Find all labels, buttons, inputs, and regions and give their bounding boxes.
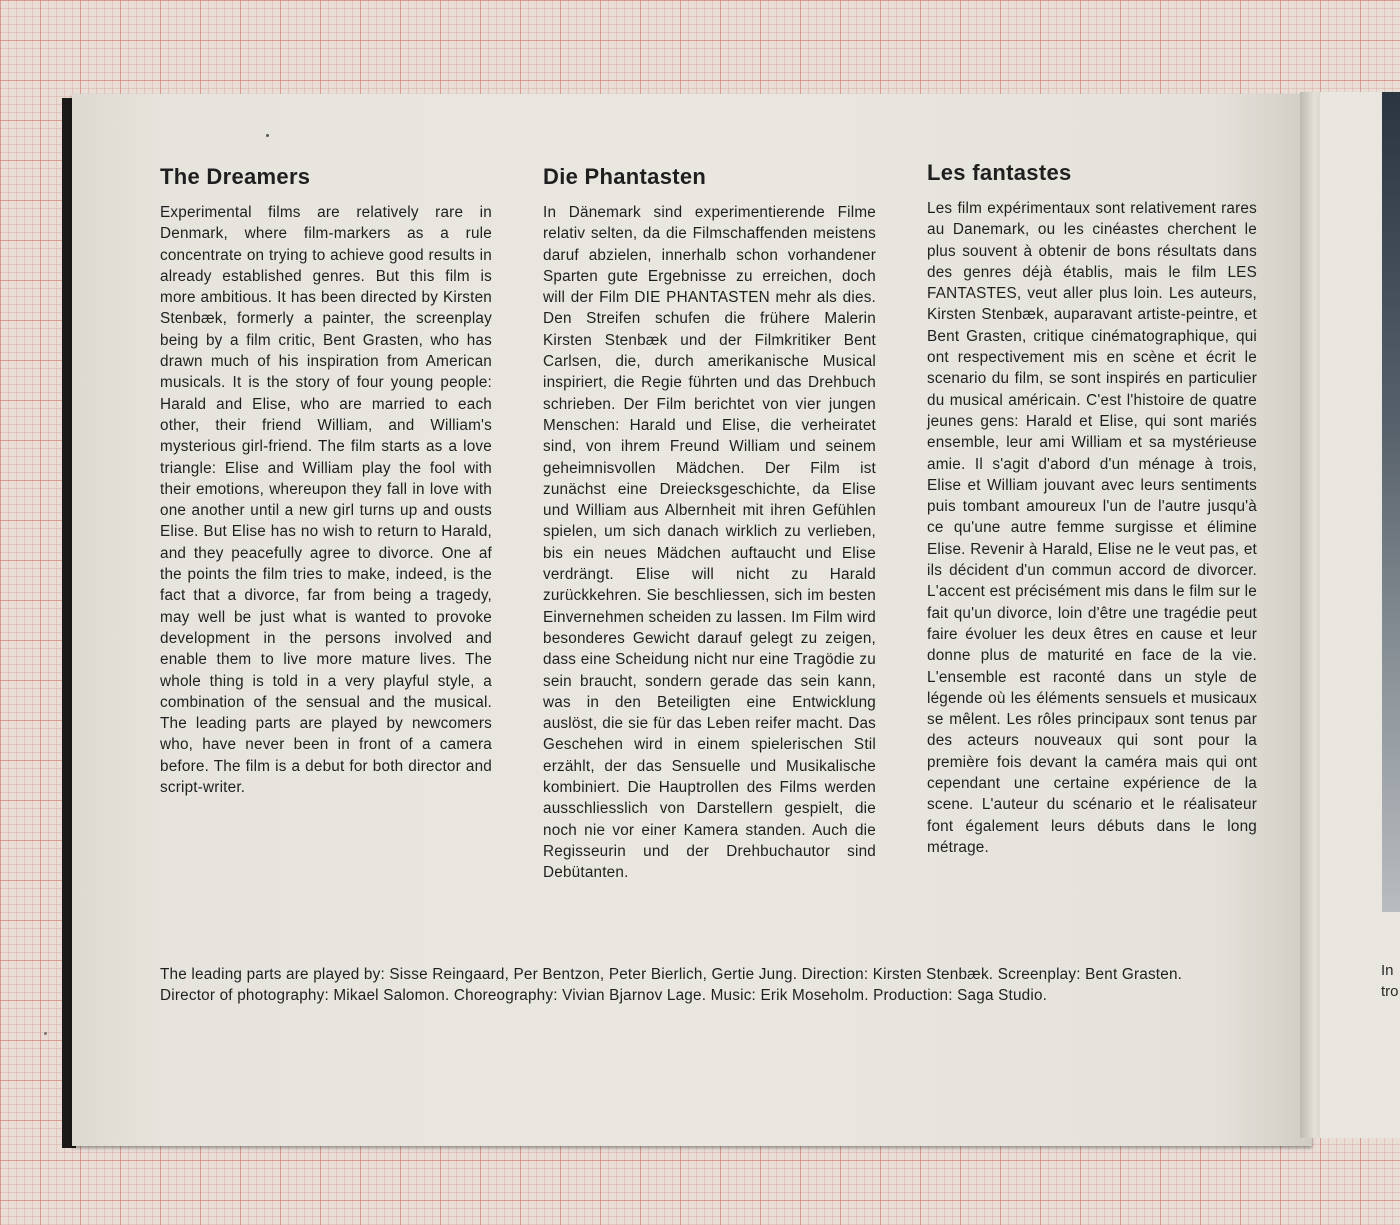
column-title-german: Die Phantasten xyxy=(543,164,707,189)
column-german xyxy=(543,164,876,884)
paper-speck xyxy=(266,134,269,137)
column-body-english: Experimental films are relatively rare in Denmark, where film-markers as a rule concentrate on trying to achieve good results in already established genres. But this film is more ambitious. It has been directed by Kirsten Stenbæk, formerly a painter, the screenplay being by a film critic, Bent Grasten, who has drawn much of his inspiration from American musicals. It is the story of four young people: Harald and Elise, who are married to each other, their friend William, and William's mysterious girl-friend. The film starts as a love triangle: Elise and William play the fool with their emotions, whereupon they fall in love with one another until a new girl turns up and ousts Elise. But Elise has no wish to return to Harald, and they peacefully agree to divorce. One af the points the film tries to make, indeed, is the fact that a divorce, far from being a tragedy, may well be just what is wanted to provoke development in the persons involved and enable them to live more mature lives. The whole thing is told in a very playful style, a combination of the sensual and the musical. The leading parts are played by newcomers who, have never been in front of a camera before. The film is a debut for both director and script-writer. xyxy=(160,204,492,797)
column-french xyxy=(927,160,1257,858)
credits-paragraph: The leading parts are played by: Sisse Reingaard, Per Bentzon, Peter Bierlich, Gertie Jung. Direction: Kirsten Stenbæk. Screenplay: Bent Grasten. Director of photography: Mikael Salomon. Choreography: Vivian Bjarnov Lage. Music: Erik Moseholm. Production: Saga Studio. xyxy=(160,966,1183,1004)
next-page-line-1: In xyxy=(1381,962,1394,979)
column-body-german: In Dänemark sind experimentierende Filme relativ selten, da die Filmschaffenden meistens daruf abzielen, innerhalb schon vorhandener Sparten gute Ergebnisse zu erreichen, doch will der Film DIE PHANTASTEN mehr als dies. Den Streifen schufen die frühere Malerin Kirsten Stenbæk und der Filmkritiker Bent Carlsen, die, durch amerikanische Musical inspiriert, die Regie führten und das Drehbuch schrieben. Der Film berichtet von vier jungen Menschen: Harald und Elise, die verheiratet sind, von ihrem Freund William und seinem geheimnisvollen Mädchen. Der Film ist zunächst eine Dreiecksgeschichte, da Elise und William aus Albernheit mit ihren Gefühlen spielen, um sich danach wirklich zu verlieben, bis ein neues Mädchen auftaucht und Elise verdrängt. Elise will nicht zu Harald zurückkehren. Sie beschliessen, sich im besten Einvernehmen scheiden zu lassen. Im Film wird besonderes Gewicht darauf gelegt zu zeigen, dass eine Scheidung nicht nur eine Tragödie zu sein braucht, sondern gerade das sein kann, was in den Beteiligten eine Entwicklung auslöst, die sie für das Leben reifer macht. Das Geschehen wird in einem spielerischen Stil erzählt, der das Sensuelle und Musikalische kombiniert. Die Hauptrollen des Films werden ausschliesslich von Darstellern gespielt, die noch nie vor einer Kamera standen. Auch die Regisseurin und der Drehbuchautor sind Debütanten. xyxy=(543,204,876,882)
column-title-english: The Dreamers xyxy=(160,164,311,189)
column-body-french: Les film expérimentaux sont relativement rares au Danemark, ou les cinéastes cherchent le plus souvent à obtenir de bons résultats dans des genres déjà établis, mais le film LES FANTASTES, veut aller plus loin. Les auteurs, Kirsten Stenbæk, auparavant artiste-peintre, et Bent Grasten, critique cinématographique, qui ont respectivement mis en scène et écrit le scenario du film, se sont inspirés en particulier du musical américain. C'est l'histoire de quatre jeunes gens: Harald et Elise, qui sont mariés ensemble, leur ami William et sa mystérieuse amie. Il s'agit d'abord d'un ménage à trois, Elise et William jouvant avec leurs sentiments puis tombant amoureux l'un de l'autre jusqu'à ce qu'une autre femme surgisse et élimine Elise. Revenir à Harald, Elise ne le veut pas, et ils décident d'un commun accord de divorcer. L'accent est précisément mis dans le film sur le fait qu'un divorce, loin d'être une tragédie peut faire évoluer les deux êtres en cause et leur donne plus de maturité en face de la vie. L'ensemble est raconté dans un style de légende où les éléments sensuels et musicaux se mêlent. Les rôles principaux sont tenus par des acteurs nouveaux qui sont pour la première fois devant la caméra mais qui ont cependant une certaine expérience de la scene. L'auteur du scénario et le réalisateur font également leurs débuts dans le long métrage. xyxy=(927,200,1257,856)
next-page-photo xyxy=(1382,92,1400,912)
column-title-french: Les fantastes xyxy=(927,160,1072,185)
column-english xyxy=(160,164,492,798)
booklet-page xyxy=(72,94,1312,1146)
next-page-line-2: tro xyxy=(1381,983,1399,1000)
paper-speck xyxy=(44,1032,47,1035)
next-page-text-fragment xyxy=(1381,960,1400,1002)
